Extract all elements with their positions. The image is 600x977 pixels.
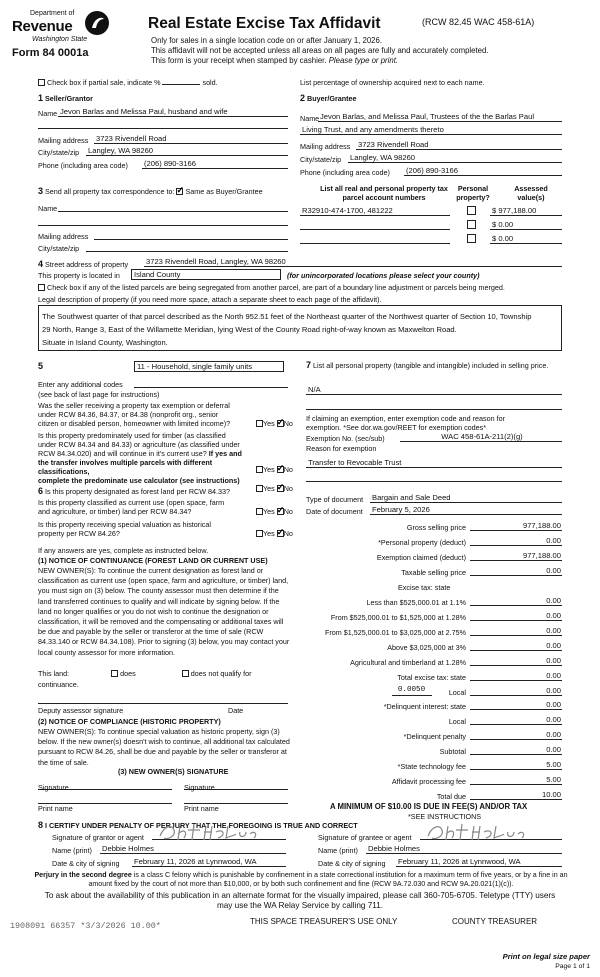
seller-mail-field[interactable]: 3723 Rivendell Road	[94, 134, 288, 144]
delinquent-interest-amount[interactable]: 0.00	[470, 700, 562, 710]
seller-city-label: City/state/zip	[38, 148, 80, 157]
assessed-value-1[interactable]: $ 977,188.00	[490, 206, 562, 216]
sig-label-1: Signature	[38, 783, 69, 792]
partial-sold-label: sold.	[202, 78, 218, 87]
bracket-4-label: Above $3,025,000 at 3%	[387, 643, 466, 652]
segregated-label: Check box if any of the listed parcels are being segregated from another parcel, are part of a boundary line adjustment or parcels being merged.	[47, 283, 505, 292]
personal-property-line2[interactable]	[306, 400, 562, 410]
exemption-yes-checkbox[interactable]	[256, 420, 263, 427]
buyer-mail-field[interactable]: 3723 Rivendell Road	[356, 140, 562, 150]
personal-col-header: Personal property?	[456, 184, 490, 202]
bracket-4-amount[interactable]: 0.00	[470, 641, 562, 651]
delinquent-local-label: Local	[448, 717, 466, 726]
corr-name-field[interactable]	[58, 202, 288, 212]
current-use-no-checkbox[interactable]	[277, 508, 284, 515]
seller-mail-label: Mailing address	[38, 136, 89, 145]
see-back-note: (see back of last page for instructions)	[38, 390, 160, 399]
seller-name-line2[interactable]	[38, 119, 288, 129]
buyer-name-field[interactable]: Jevon Barlas, and Melissa Paul, Trustees of the the Barlas Paul	[318, 112, 562, 122]
partial-sale-label: Check box if partial sale, indicate %	[47, 78, 161, 87]
print-label-1: Print name	[38, 804, 73, 813]
buyer-name-label: Name	[300, 114, 320, 123]
total-due-amount[interactable]: 10.00	[470, 790, 562, 800]
corr-name-label: Name	[38, 204, 58, 213]
historic-yes-no: Yes ✓ No	[256, 529, 293, 538]
grantor-name-label: Name (print)	[52, 846, 92, 855]
delinquent-local-amount[interactable]: 0.00	[470, 715, 562, 725]
located-label: This property is located in	[38, 271, 120, 280]
treasurer-use-label: THIS SPACE TREASURER'S USE ONLY	[250, 917, 398, 926]
historic-yes-checkbox[interactable]	[256, 530, 263, 537]
penalty-label: *Delinquent penalty	[403, 732, 466, 741]
does-qualify-checkbox[interactable]	[111, 670, 118, 677]
excise-heading: Excise tax: state	[398, 583, 451, 592]
street-address-field[interactable]: 3723 Rivendell Road, Langley, WA 98260	[144, 257, 562, 267]
header-line-1: Only for sales in a single location code on or after January 1, 2026.	[151, 36, 383, 45]
exemption-yes-no: Yes ✓ No	[256, 419, 293, 428]
agricultural-label: Agricultural and timberland at 1.28%	[350, 658, 466, 667]
bracket-2-amount[interactable]: 0.00	[470, 611, 562, 621]
historic-question: Is this property receiving special valuation as historical property per RCW 84.26?	[38, 520, 211, 538]
personal-property-checkbox-3[interactable]	[467, 234, 476, 243]
doc-type-label: Type of document	[306, 495, 364, 504]
accessibility-notice: To ask about the availability of this publication in an alternate format for the visually impaired, please call 360-705-6705. Teletype (TTY) users may use the WA Relay Service by calling 711.	[44, 891, 556, 910]
correspondence-row: 3 Send all property tax correspondence to: ✓ Same as Buyer/Grantee	[38, 186, 263, 197]
tech-fee-amount[interactable]: 5.00	[470, 760, 562, 770]
washington-state-text: Washington State	[32, 36, 88, 43]
corr-mail-field[interactable]	[94, 230, 288, 240]
dept-of-text: Department of	[30, 10, 75, 17]
processing-fee-amount[interactable]: 5.00	[470, 775, 562, 785]
corr-name-line2[interactable]	[38, 216, 288, 226]
timber-question: Is this property predominately used for timber (as classified under RCW 84.34 and 84.33) or agriculture (as classified under RCW 84.34.020) and will continue in it's current use? If yes and the transfer involves multiple parcels with different classifications, complete the predominate use calculator (see instructions)	[38, 431, 242, 485]
legal-line-2: 29 North, Range 3, East of the Willamette Meridian, lying West of the County Road right-of-way known as Maxwelton Road.	[42, 325, 457, 334]
segregated-checkbox[interactable]	[38, 284, 45, 291]
forest-no-checkbox[interactable]	[277, 485, 284, 492]
legal-description-label: Legal description of property (if you need more space, attach a separate sheet to each page of the affidavit).	[38, 295, 382, 304]
penalty-amount[interactable]: 0.00	[470, 730, 562, 740]
grantee-name-label: Name (print)	[318, 846, 358, 855]
exempt-deduct-label: Exemption claimed (deduct)	[376, 553, 466, 562]
dor-logo	[10, 8, 130, 60]
personal-property-text: 7 List all personal property (tangible and intangible) included in selling price.	[306, 360, 549, 370]
gross-label: Gross selling price	[406, 523, 466, 532]
deputy-signature-label: Deputy assessor signature	[38, 706, 124, 715]
doc-date-field[interactable]: February 5, 2026	[370, 505, 562, 515]
forest-yes-checkbox[interactable]	[256, 485, 263, 492]
segregated-row	[38, 283, 505, 292]
buyer-phone-field[interactable]: (206) 890-3166	[404, 166, 562, 176]
print-label-2: Print name	[184, 804, 219, 813]
parcel-row-3[interactable]	[300, 234, 450, 244]
personal-deduct-amount[interactable]: 0.00	[470, 536, 562, 546]
if-yes-note: If any answers are yes, complete as instructed below.	[38, 546, 209, 555]
gross-amount[interactable]: 977,188.00	[470, 521, 562, 531]
list-percentage-note: List percentage of ownership acquired next to each name.	[300, 78, 485, 87]
doc-date-label: Date of document	[306, 507, 363, 516]
subtotal-label: Subtotal	[439, 747, 466, 756]
buyer-name-line2[interactable]: Living Trust, and any amendments thereto	[300, 125, 562, 135]
wa-logo-icon	[84, 10, 110, 36]
assessed-value-2[interactable]: $ 0.00	[490, 220, 562, 230]
total-excise-amount[interactable]: 0.00	[470, 671, 562, 681]
partial-pct-field[interactable]	[162, 84, 200, 85]
compliance-heading: (2) NOTICE OF COMPLIANCE (HISTORIC PROPERTY)	[38, 717, 221, 726]
exemption-no-field[interactable]: WAC 458-61A-211(2)(g)	[400, 432, 562, 442]
grantee-signature-image	[422, 822, 542, 844]
reason-line2[interactable]	[306, 472, 562, 482]
processing-fee-label: Affidavit processing fee	[391, 777, 466, 786]
header-line-2: This affidavit will not be accepted unless all areas on all pages are fully and accurately completed.	[151, 46, 489, 55]
same-as-buyer-label: Same as Buyer/Grantee	[185, 187, 263, 196]
tech-fee-label: *State technology fee	[397, 762, 466, 771]
county-select[interactable]: Island County	[131, 269, 281, 280]
county-treasurer-label: COUNTY TREASURER	[452, 917, 538, 926]
page-number: Page 1 of 1	[555, 963, 590, 970]
corr-mail-label: Mailing address	[38, 232, 89, 241]
seller-phone-field[interactable]: (206) 890-3166	[142, 159, 288, 169]
additional-codes-field[interactable]	[134, 378, 288, 388]
revenue-wordmark: Revenue	[12, 18, 73, 35]
personal-property-checkbox-1[interactable]	[467, 206, 476, 215]
reason-field[interactable]: Transfer to Revocable Trust	[306, 458, 562, 468]
buyer-city-label: City/state/zip	[300, 155, 342, 164]
buyer-heading: 2 Buyer/Grantee	[300, 93, 357, 103]
grantor-date-field[interactable]: February 11, 2026 at Lynnwood, WA	[132, 857, 286, 867]
grantor-date-label: Date & city of signing	[52, 859, 120, 868]
legal-line-1: The Southwest quarter of that parcel described as the North 952.51 feet of the Northeast quarter of the Northwest quarter of Section 10, Township	[42, 312, 532, 321]
current-use-question: Is this property classified as current use (open space, farm and agriculture, or timber) land per RCW 84.34?	[38, 498, 225, 516]
bracket-1-label: Less than $525,000.01 at 1.1%	[366, 598, 466, 607]
timber-yes-no: Yes ✓ No	[256, 465, 293, 474]
partial-sale-checkbox[interactable]	[38, 79, 45, 86]
compliance-body: NEW OWNER(S): To continue special valuation as historic property, sign (3) below. If the new owner(s) doesn't wish to continue, all additional tax calculated pursuant to RCW 84.26, shall be due and payable by the seller or transferor at the time of sale.	[38, 727, 290, 767]
parcel-row-1[interactable]: R32910-474-1700, 481222	[300, 206, 450, 216]
parcel-col-header: List all real and personal property tax parcel account numbers	[320, 184, 448, 202]
parcel-row-2[interactable]	[300, 220, 450, 230]
grantee-date-field[interactable]: February 11, 2026 at Lynnwood, WA	[396, 857, 562, 867]
personal-deduct-label: *Personal property (deduct)	[378, 538, 466, 547]
corr-city-label: City/state/zip	[38, 244, 80, 253]
taxable-label: Taxable selling price	[401, 568, 466, 577]
seller-name-label: Name	[38, 109, 58, 118]
exemption-no-checkbox[interactable]	[277, 420, 284, 427]
forest-yes-no: Yes ✓ No	[256, 484, 293, 493]
seller-phone-label: Phone (including area code)	[38, 161, 128, 170]
form-number: Form 84 0001a	[12, 47, 89, 59]
local-label: Local	[448, 688, 466, 697]
new-owner-sig-heading: (3) NEW OWNER(S) SIGNATURE	[118, 767, 229, 776]
historic-no-checkbox[interactable]	[277, 530, 284, 537]
grantee-name-field[interactable]: Debbie Holmes	[366, 844, 562, 854]
deputy-date-label: Date	[228, 706, 244, 715]
bracket-3-amount[interactable]: 0.00	[470, 626, 562, 636]
grantor-signature-image	[154, 822, 274, 844]
taxable-amount[interactable]: 0.00	[470, 566, 562, 576]
legal-line-3: Situate in Island County, Washington.	[42, 338, 168, 347]
seller-city-field[interactable]: Langley, WA 98260	[86, 146, 288, 156]
buyer-city-field[interactable]: Langley, WA 98260	[348, 153, 562, 163]
personal-property-checkbox-2[interactable]	[467, 220, 476, 229]
continuance-word: continuance.	[38, 680, 79, 689]
timber-yes-checkbox[interactable]	[256, 466, 263, 473]
print-name-1[interactable]	[38, 794, 172, 804]
timber-no-checkbox[interactable]	[277, 466, 284, 473]
print-legal-note: Print on legal size paper	[502, 952, 590, 961]
forest-question: 6 Is this property designated as forest land per RCW 84.33?	[38, 486, 230, 496]
form-title: Real Estate Excise Tax Affidavit	[148, 15, 381, 32]
unincorporated-note: (for unincorporated locations please select your county)	[287, 271, 480, 280]
use-code-num: 5	[38, 361, 44, 371]
agricultural-amount[interactable]: 0.00	[470, 656, 562, 666]
current-use-yes-no: Yes ✓ No	[256, 507, 293, 516]
bracket-3-label: From $1,525,000.01 to $3,025,000 at 2.75%	[324, 628, 466, 637]
total-excise-label: Total excise tax: state	[397, 673, 466, 682]
perjury-notice: Perjury in the second degree is a class C felony which is punishable by confinement in a state correctional institution for a maximum term of five years, or by a fine in an amount fixed by the court of not more than $10,000, or by both such confinement and fine (RCW 9A.72.030 and RCW 9A.20.021(1)(c)).	[34, 871, 568, 888]
see-instructions-note: *SEE INSTRUCTIONS	[408, 812, 482, 821]
same-as-buyer-checkbox[interactable]	[176, 188, 183, 195]
grantee-date-label: Date & city of signing	[318, 859, 386, 868]
subtotal-amount[interactable]: 0.00	[470, 745, 562, 755]
form-rcw: (RCW 82.45 WAC 458-61A)	[422, 17, 535, 27]
local-rate-field[interactable]: 0.0050	[392, 686, 432, 696]
assessed-col-header: Assessed value(s)	[514, 184, 548, 202]
seller-name-field[interactable]: Jevon Barlas and Melissa Paul, husband and wife	[58, 107, 288, 117]
this-land-row: This land: does does not qualify for	[38, 669, 252, 678]
doc-type-field[interactable]: Bargain and Sale Deed	[370, 493, 562, 503]
print-name-2[interactable]	[184, 794, 288, 804]
continuance-heading: (1) NOTICE OF CONTINUANCE (FOREST LAND OR CURRENT USE)	[38, 556, 268, 565]
current-use-yes-checkbox[interactable]	[256, 508, 263, 515]
assessed-value-3[interactable]: $ 0.00	[490, 234, 562, 244]
use-code-select[interactable]: 11 - Household, single family units	[134, 361, 284, 372]
does-not-qualify-checkbox[interactable]	[182, 670, 189, 677]
exemption-note: If claiming an exemption, enter exemption code and reason for exemption. *See dor.wa.gov/REET for exemption codes*	[306, 414, 505, 432]
grantee-sig-label: Signature of grantee or agent	[318, 833, 412, 842]
grantor-name-field[interactable]: Debbie Holmes	[100, 844, 286, 854]
seller-heading: 1 Seller/Grantor	[38, 93, 93, 103]
deputy-signature-line[interactable]	[38, 694, 288, 704]
bracket-2-label: From $525,000.01 to $1,525,000 at 1.28%	[330, 613, 466, 622]
delinquent-interest-label: *Delinquent interest: state	[383, 702, 466, 711]
header-line-3: This form is your receipt when stamped by cashier. Please type or print.	[151, 56, 399, 65]
buyer-mail-label: Mailing address	[300, 142, 351, 151]
partial-sale-row	[38, 78, 218, 87]
additional-codes-label: Enter any additional codes	[38, 380, 123, 389]
exemption-no-label: Exemption No. (sec/sub)	[306, 434, 385, 443]
continuance-body: NEW OWNER(S): To continue the current designation as forest land or classification as current use (open space, farm and agriculture, or timber) land, you must sign on (3) below. The county assessor must then determine if the land transferred continues to qualify and will indicate by signing below. If the land no longer qualifies or you do not wish to continue the designation or classification, it will be removed and the compensating or additional taxes will be due and payable by the seller or transferor at the time of sale (RCW 84.33.140 or RCW 84.34.108). Prior to signing (3) below, you may contact your local county assessor for more information.	[38, 566, 290, 657]
local-amount[interactable]: 0.00	[470, 686, 562, 696]
exemption-question: Was the seller receiving a property tax exemption or deferral under RCW 84.36, 84.37, or 84.38 (nonprofit org., senior citizen or disabled person, homeowner with limited income)?	[38, 401, 231, 428]
reason-label: Reason for exemption	[306, 444, 377, 453]
street-row: 4 Street address of property	[38, 259, 129, 269]
buyer-phone-label: Phone (including area code)	[300, 168, 390, 177]
personal-property-field[interactable]: N/A	[306, 385, 562, 395]
certify-heading: 8 I CERTIFY UNDER PENALTY OF PERJURY THAT THE FOREGOING IS TRUE AND CORRECT	[38, 820, 358, 830]
grantor-sig-label: Signature of grantor or agent	[52, 833, 144, 842]
bracket-1-amount[interactable]: 0.00	[470, 596, 562, 606]
legal-description-field[interactable]	[38, 305, 562, 351]
exempt-deduct-amount[interactable]: 977,188.00	[470, 551, 562, 561]
sig-label-2: Signature	[184, 783, 215, 792]
total-due-label: Total due	[436, 792, 466, 801]
receipt-stamp: 1908091 66357 *3/3/2026 10.00*	[10, 921, 161, 931]
correspondence-label: Send all property tax correspondence to:	[45, 187, 175, 196]
minimum-notice: A MINIMUM OF $10.00 IS DUE IN FEE(S) AND/OR TAX	[330, 802, 528, 811]
corr-city-field[interactable]	[86, 242, 288, 252]
